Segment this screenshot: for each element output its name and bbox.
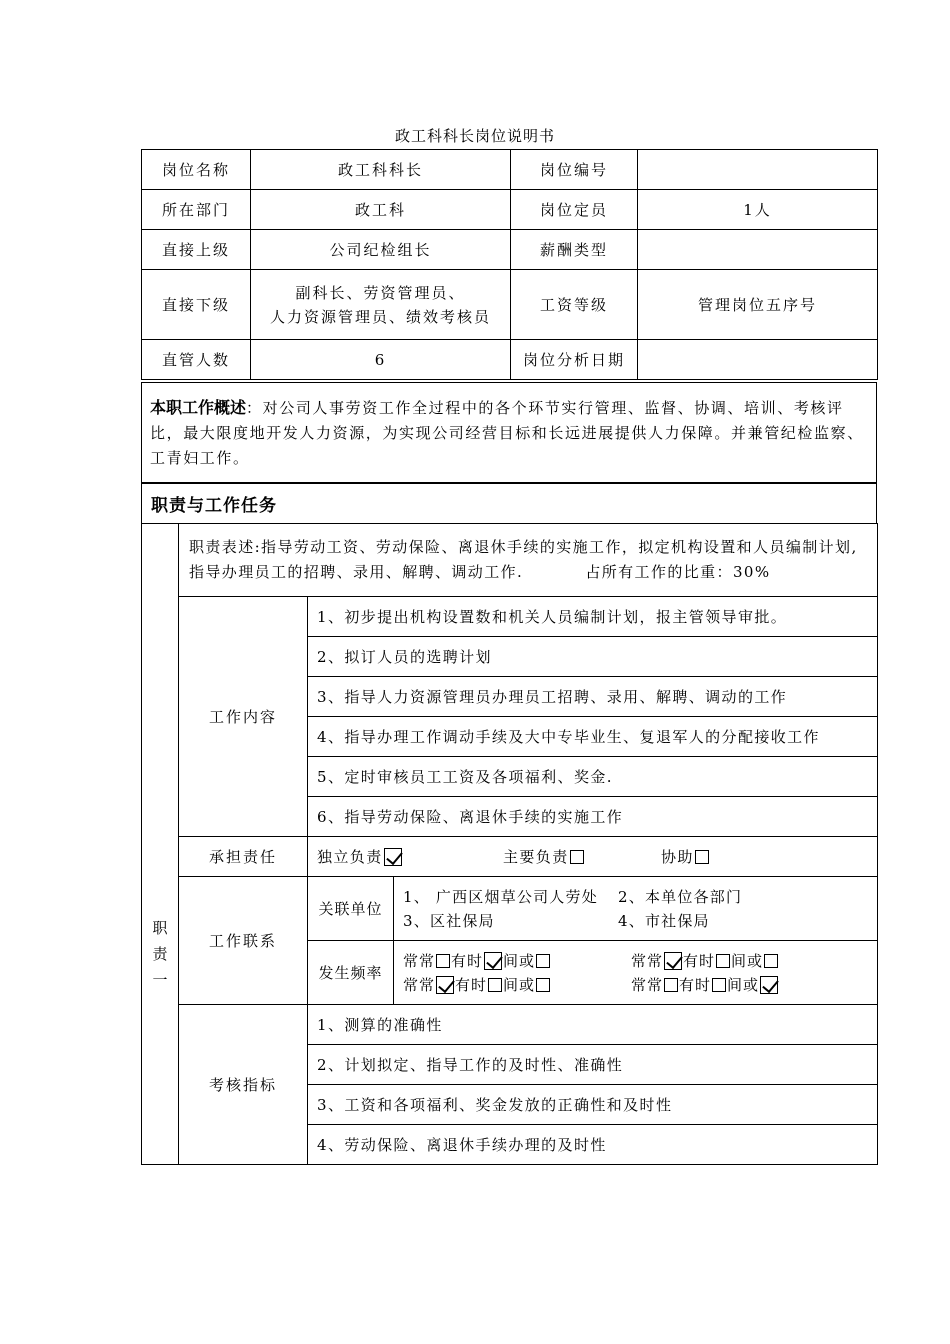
frequency-label: 发生频率 (308, 941, 394, 1005)
checkbox-often[interactable] (664, 978, 678, 992)
checkbox-sometimes[interactable] (712, 978, 726, 992)
label-position-name: 岗位名称 (142, 150, 251, 190)
checkbox-often-checked[interactable] (664, 952, 682, 970)
side-char-2: 责 (152, 945, 168, 963)
frequency-options (394, 941, 878, 1005)
work-item-6: 6、指导劳动保险、离退休手续的实施工作 (308, 797, 878, 837)
checkbox-occasionally[interactable] (536, 978, 550, 992)
duty-side-label (142, 524, 179, 1165)
value-headcount: 1人 (638, 190, 878, 230)
label-pay-grade: 工资等级 (511, 270, 638, 340)
duty-ratio: 占所有工作的比重：30% (585, 563, 771, 581)
value-position-name: 政工科科长 (251, 150, 511, 190)
label-analysis-date: 岗位分析日期 (511, 340, 638, 380)
label-position-number: 岗位编号 (511, 150, 638, 190)
value-position-number (638, 150, 878, 190)
value-subordinates (251, 270, 511, 340)
checkbox-main[interactable] (570, 850, 584, 864)
checkbox-often[interactable] (436, 954, 450, 968)
option-main: 主要负责 (503, 848, 569, 866)
section-heading (142, 483, 877, 524)
side-char-3: 一 (152, 971, 168, 989)
subordinates-line-2: 人力资源管理员、绩效考核员 (269, 307, 491, 326)
responsibility-options (308, 837, 878, 877)
checkbox-occasionally[interactable] (536, 954, 550, 968)
frequency-unit-4: 常常 有时 间或 (631, 973, 779, 997)
work-content-label: 工作内容 (179, 597, 308, 837)
frequency-unit-1: 常常 有时 间或 (403, 949, 631, 973)
label-supervisor: 直接上级 (142, 230, 251, 270)
info-row-department (142, 190, 878, 230)
value-analysis-date (638, 340, 878, 380)
related-unit-1: 1、 广西区烟草公司人劳处 (403, 887, 598, 906)
checkbox-independent-checked[interactable] (384, 848, 402, 866)
side-char-1: 职 (152, 919, 168, 937)
work-item-2: 2、拟订人员的选聘计划 (308, 637, 878, 677)
job-summary (142, 383, 877, 484)
value-salary-type (638, 230, 878, 270)
checkbox-occasionally-checked[interactable] (760, 976, 778, 994)
work-item-4: 4、指导办理工作调动手续及大中专毕业生、复退军人的分配接收工作 (308, 717, 878, 757)
kpi-item-1: 1、测算的准确性 (308, 1005, 878, 1045)
value-pay-grade: 管理岗位五序号 (638, 270, 878, 340)
liaison-label: 工作联系 (179, 877, 308, 1005)
frequency-unit-3: 常常 有时 间或 (403, 973, 631, 997)
responsibility-label: 承担责任 (179, 837, 308, 877)
section-heading-text: 职责与工作任务 (151, 495, 277, 516)
frequency-unit-2: 常常 有时 间或 (631, 949, 779, 973)
option-assist: 协助 (661, 848, 694, 866)
checkbox-occasionally[interactable] (764, 954, 778, 968)
checkbox-sometimes[interactable] (716, 954, 730, 968)
job-info-table (141, 149, 878, 380)
label-headcount: 岗位定员 (511, 190, 638, 230)
summary-row (142, 383, 877, 484)
work-item-3: 3、指导人力资源管理员办理员工招聘、录用、解聘、调动的工作 (308, 677, 878, 717)
related-units (394, 877, 878, 941)
checkbox-often-checked[interactable] (436, 976, 454, 994)
info-row-direct-reports (142, 340, 878, 380)
duty-table (141, 523, 878, 1165)
kpi-item-3: 3、工资和各项福利、奖金发放的正确性和及时性 (308, 1085, 878, 1125)
section-heading-table (141, 482, 877, 524)
checkbox-sometimes[interactable] (488, 978, 502, 992)
label-direct-reports: 直管人数 (142, 340, 251, 380)
kpi-item-2: 2、计划拟定、指导工作的及时性、准确性 (308, 1045, 878, 1085)
checkbox-sometimes-checked[interactable] (484, 952, 502, 970)
related-unit-3: 3、区社保局 (403, 911, 495, 930)
label-subordinates: 直接下级 (142, 270, 251, 340)
label-salary-type: 薪酬类型 (511, 230, 638, 270)
document-title: 政工科科长岗位说明书 (394, 127, 555, 145)
responsibility-row (142, 837, 878, 877)
value-direct-reports: 6 (251, 340, 511, 380)
option-independent: 独立负责 (317, 848, 383, 866)
work-item-1: 1、初步提出机构设置数和机关人员编制计划，报主管领导审批。 (308, 597, 878, 637)
related-units-label: 关联单位 (308, 877, 394, 941)
checkbox-assist[interactable] (695, 850, 709, 864)
duty-description-row (142, 524, 878, 597)
label-department: 所在部门 (142, 190, 251, 230)
summary-table (141, 382, 877, 484)
value-supervisor: 公司纪检组长 (251, 230, 511, 270)
work-item-5: 5、定时审核员工工资及各项福利、奖金. (308, 757, 878, 797)
info-row-supervisor (142, 230, 878, 270)
subordinates-line-1: 副科长、劳资管理员、 (295, 283, 466, 302)
related-unit-2: 2、本单位各部门 (618, 887, 743, 906)
summary-label: 本职工作概述 (150, 398, 247, 417)
kpi-label: 考核指标 (179, 1005, 308, 1165)
info-row-position-name (142, 150, 878, 190)
related-unit-4: 4、市社保局 (618, 911, 710, 930)
value-department: 政工科 (251, 190, 511, 230)
summary-text: ：对公司人事劳资工作全过程中的各个环节实行管理、监督、协调、培训、考核评比，最大限度地开发人力资源，为实现公司经营目标和长远进展提供人力保障。并兼管纪检监察、工青妇工作。 (150, 399, 864, 467)
duty-description-text: 职责表述:指导劳动工资、劳动保险、离退休手续的实施工作，拟定机构设置和人员编制计划,指导办理员工的招聘、录用、解聘、调动工作. (189, 538, 858, 581)
duty-description (179, 524, 878, 597)
info-row-subordinates (142, 270, 878, 340)
kpi-item-4: 4、劳动保险、离退休手续办理的及时性 (308, 1125, 878, 1165)
